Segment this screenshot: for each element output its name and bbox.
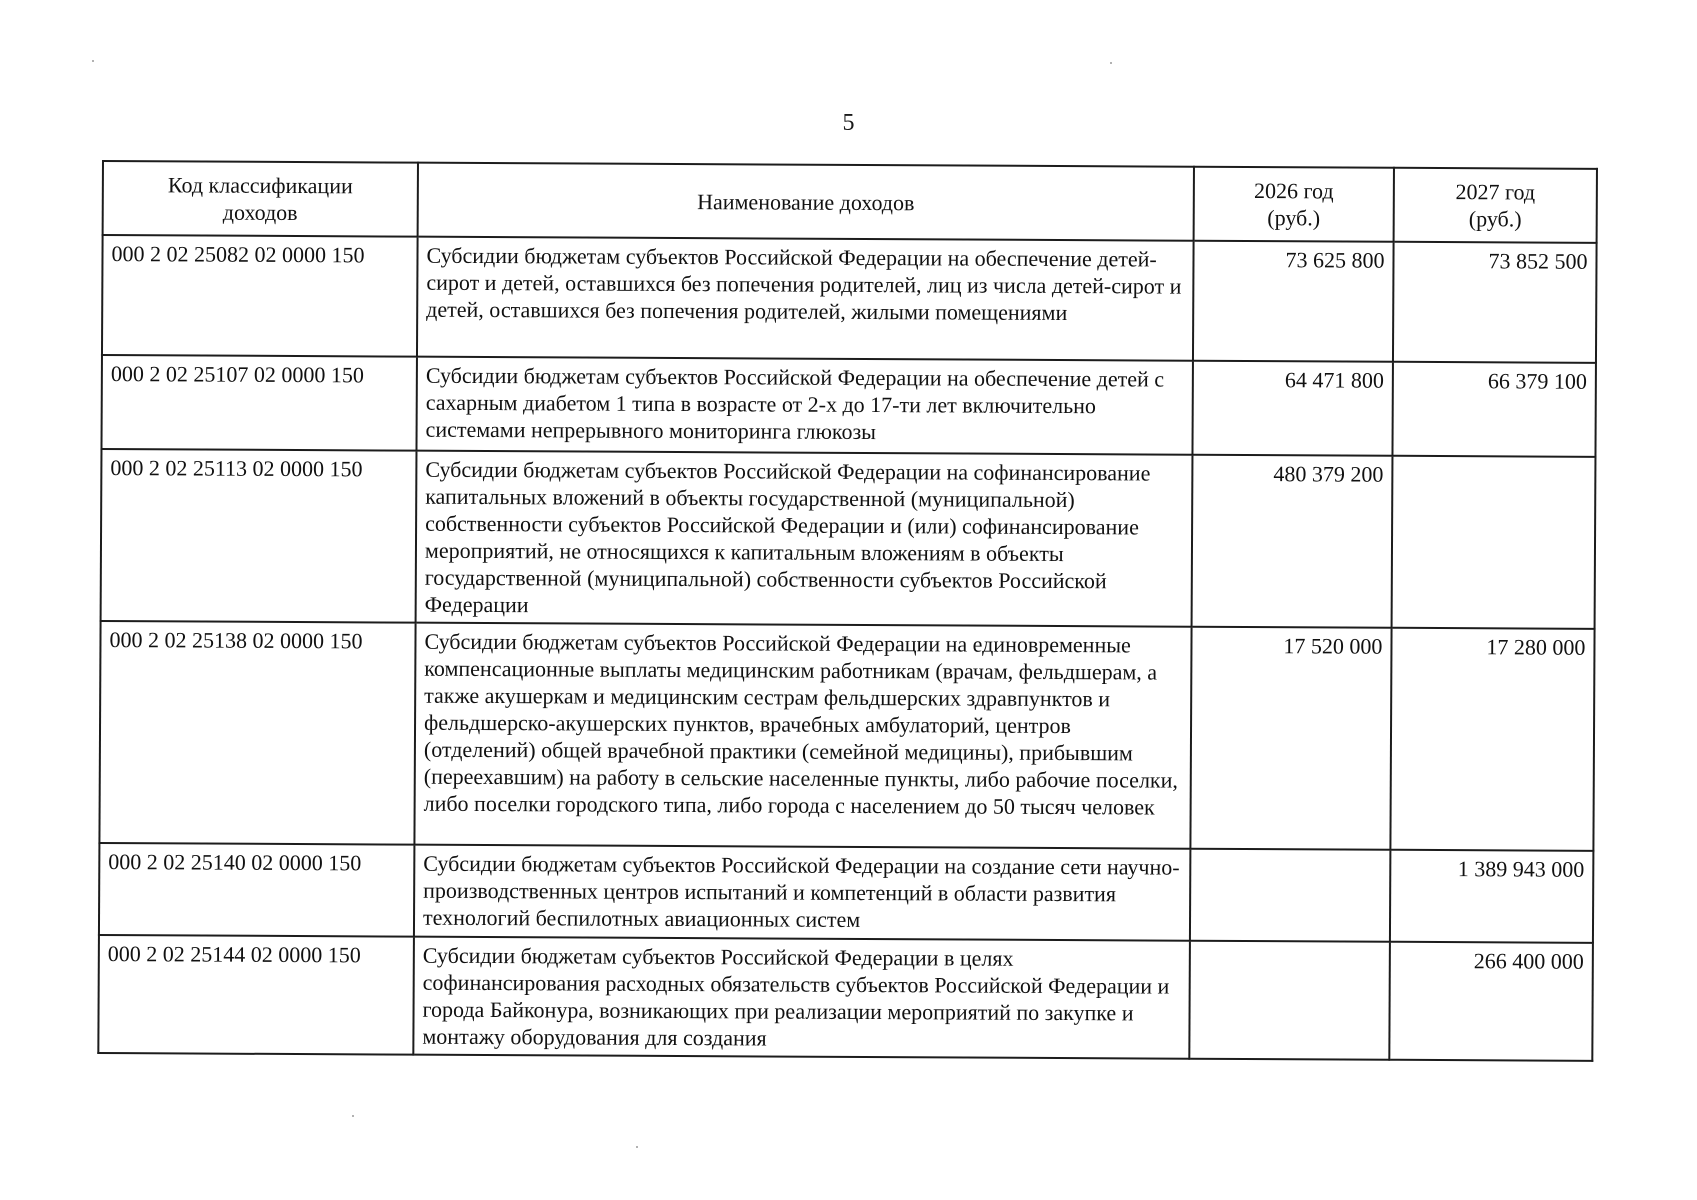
- table-row: [101, 355, 1595, 457]
- header-year-2026: 2026 год (руб.): [1194, 167, 1394, 242]
- amount-2027: 17 280 000: [1390, 628, 1594, 851]
- header-code: Код классификации доходов: [103, 161, 418, 237]
- revenue-name: Субсидии бюджетам субъектов Российской Федерации на обеспечение детей с сахарным диабетом 1 типа в возрасте от 2-х до 17-ти лет включительно системами непрерывного мониторинга глюкозы: [416, 357, 1192, 455]
- amount-2026: 480 379 200: [1192, 455, 1393, 628]
- table-body: [98, 235, 1596, 1061]
- table-header: [103, 161, 1597, 243]
- amount-2026: [1189, 941, 1390, 1060]
- table-row: [101, 449, 1596, 629]
- amount-2026: [1190, 849, 1390, 942]
- classification-code: 000 2 02 25144 02 0000 150: [98, 935, 414, 1055]
- amount-2026: 64 471 800: [1192, 361, 1392, 456]
- header-year-2027: 2027 год (руб.): [1394, 168, 1597, 243]
- classification-code: 000 2 02 25138 02 0000 150: [99, 621, 415, 845]
- revenue-name: Субсидии бюджетам субъектов Российской Федерации в целях софинансирования расходных обязательств субъектов Российской Федерации и города Байконура, возникающих при реализации мероприятий по закупке и монтажу оборудования для создания: [413, 937, 1190, 1059]
- revenue-name: Субсидии бюджетам субъектов Российской Федерации на создание сети научно-производственных центров испытаний и компетенций в области развития технологий беспилотных авиационных систем: [414, 845, 1190, 941]
- scan-speck: [92, 60, 94, 62]
- amount-2027: 73 852 500: [1393, 242, 1597, 363]
- header-row: [103, 161, 1597, 243]
- amount-2027: 66 379 100: [1392, 362, 1595, 457]
- revenue-name: Субсидии бюджетам субъектов Российской Федерации на обеспечение детей-сирот и детей, оставшихся без попечения родителей, лиц из числа детей-сирот и детей, оставшихся без попечения родителей, жилыми помещениями: [417, 237, 1194, 361]
- revenue-table: [97, 160, 1598, 1062]
- classification-code: 000 2 02 25107 02 0000 150: [101, 355, 416, 451]
- amount-2026: 73 625 800: [1193, 241, 1394, 362]
- classification-code: 000 2 02 25082 02 0000 150: [102, 235, 418, 357]
- table-row: [98, 935, 1593, 1061]
- table-row: [102, 235, 1597, 363]
- scan-speck: [1110, 62, 1112, 64]
- amount-2027: 1 389 943 000: [1390, 850, 1593, 943]
- scan-speck: [352, 1115, 354, 1117]
- table-row: [99, 843, 1593, 943]
- classification-code: 000 2 02 25140 02 0000 150: [99, 843, 414, 937]
- classification-code: 000 2 02 25113 02 0000 150: [101, 449, 417, 623]
- table-row: [99, 621, 1594, 851]
- revenue-name: Субсидии бюджетам субъектов Российской Федерации на софинансирование капитальных вложений в объекты государственной (муниципальной) собственности субъектов Российской Федерации и (или) софинансирование мероприятий, не относящихся к капитальным вложениям в объекты государственной (муниципальной) собственности субъектов Российской Федерации: [416, 451, 1193, 627]
- scan-speck: [636, 1146, 638, 1148]
- amount-2027: 266 400 000: [1389, 942, 1593, 1061]
- header-name: Наименование доходов: [418, 163, 1194, 241]
- amount-2027: [1392, 456, 1596, 629]
- revenue-name: Субсидии бюджетам субъектов Российской Федерации на единовременные компенсационные выплаты медицинским работникам (врачам, фельдшерам, а также акушеркам и медицинским сестрам фельдшерских здравпунктов и фельдшерско-акушерских пунктов, врачебных амбулаторий, центров (отделений) общей врачебной практики (семейной медицины), прибывшим (переехавшим) на работу в сельские населенные пункты, либо рабочие поселки, либо поселки городского типа, либо города с населением до 50 тысяч человек: [414, 623, 1191, 849]
- amount-2026: 17 520 000: [1190, 627, 1391, 850]
- page-number: 5: [842, 110, 855, 136]
